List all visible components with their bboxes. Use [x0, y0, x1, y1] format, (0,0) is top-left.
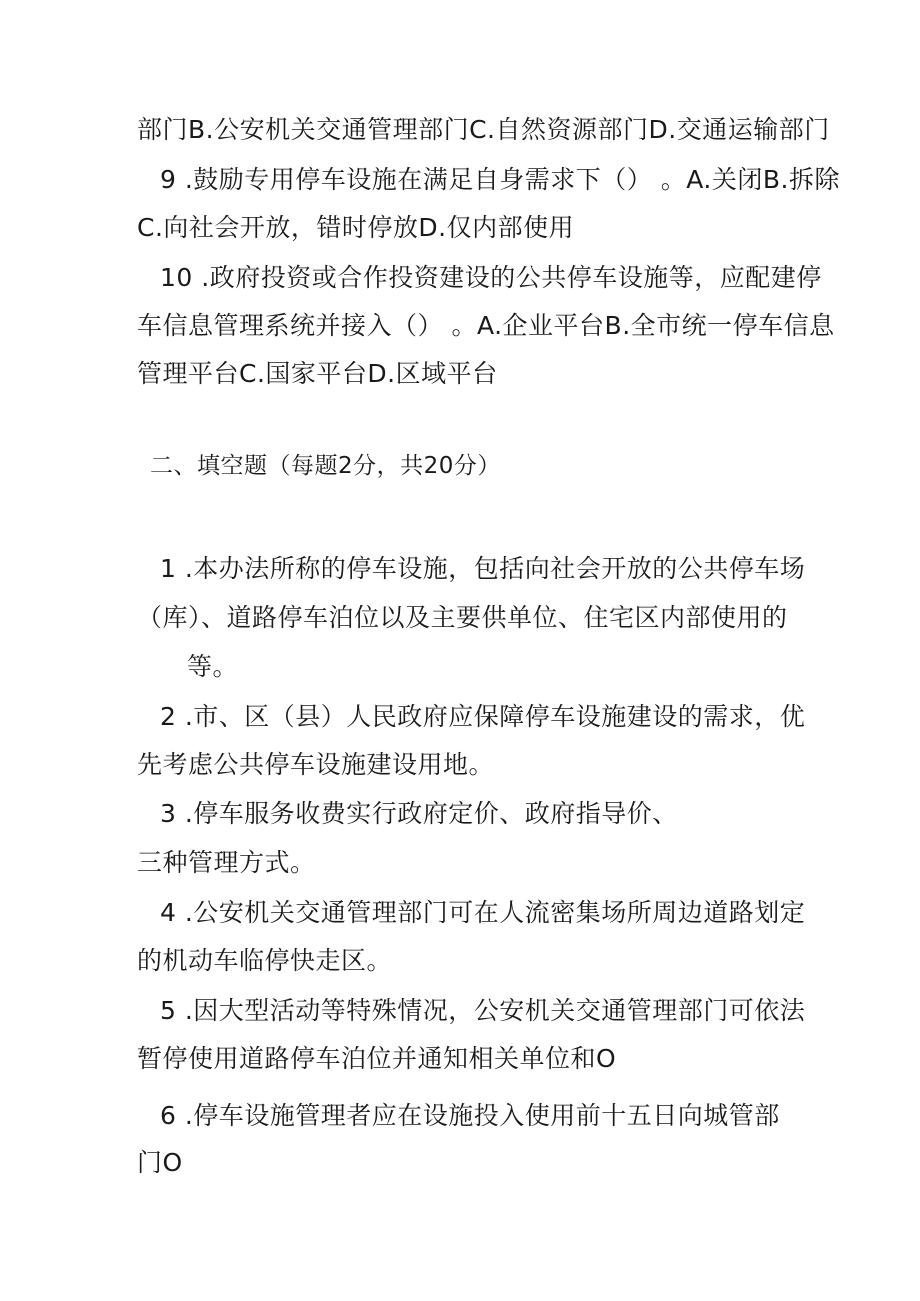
- text-line-fb6-cont: 门O: [137, 1148, 183, 1177]
- text-line-fb1-cont: （库）、道路停车泊位以及主要供单位、住宅区内部使用的: [137, 603, 788, 632]
- text-line-fb5-cont: 暂停使用道路停车泊位并通知相关单位和O: [137, 1044, 617, 1073]
- text-line-q9: 9 .鼓励专用停车设施在满足自身需求下（） 。A.关闭B.拆除: [160, 165, 840, 194]
- text-line-fb2: 2 .市、区（县）人民政府应保障停车设施建设的需求，优: [160, 702, 806, 731]
- text-line-fb1: 1 .本办法所称的停车设施，包括向社会开放的公共停车场: [160, 554, 806, 583]
- text-line-fb4: 4 .公安机关交通管理部门可在人流密集场所周边道路划定: [160, 898, 806, 927]
- text-line-fb2-cont: 先考虑公共停车设施建设用地。: [137, 750, 495, 779]
- section-heading-fill-blank: 二、填空题（每题2分，共20分）: [150, 453, 501, 479]
- text-line-fb3: 3 .停车服务收费实行政府定价、政府指导价、: [160, 799, 678, 828]
- text-line-q10-options: 管理平台C.国家平台D.区域平台: [137, 359, 498, 388]
- text-line-option-cont: 部门B.公安机关交通管理部门C.自然资源部门D.交通运输部门: [137, 115, 830, 144]
- text-line-q10: 10 .政府投资或合作投资建设的公共停车设施等，应配建停: [160, 263, 822, 292]
- text-line-fb3-cont: 三种管理方式。: [137, 848, 316, 877]
- text-line-fb5: 5 .因大型活动等特殊情况，公安机关交通管理部门可依法: [160, 996, 806, 1025]
- text-line-q9-options: C.向社会开放，错时停放D.仅内部使用: [137, 213, 575, 242]
- text-line-fb6: 6 .停车设施管理者应在设施投入使用前十五日向城管部: [160, 1101, 780, 1130]
- text-line-fb1-end: 等。: [187, 652, 239, 681]
- text-line-q10-cont: 车信息管理系统并接入（） 。A.企业平台B.全市统一停车信息: [137, 311, 835, 340]
- text-line-fb4-cont: 的机动车临停快走区。: [137, 946, 393, 975]
